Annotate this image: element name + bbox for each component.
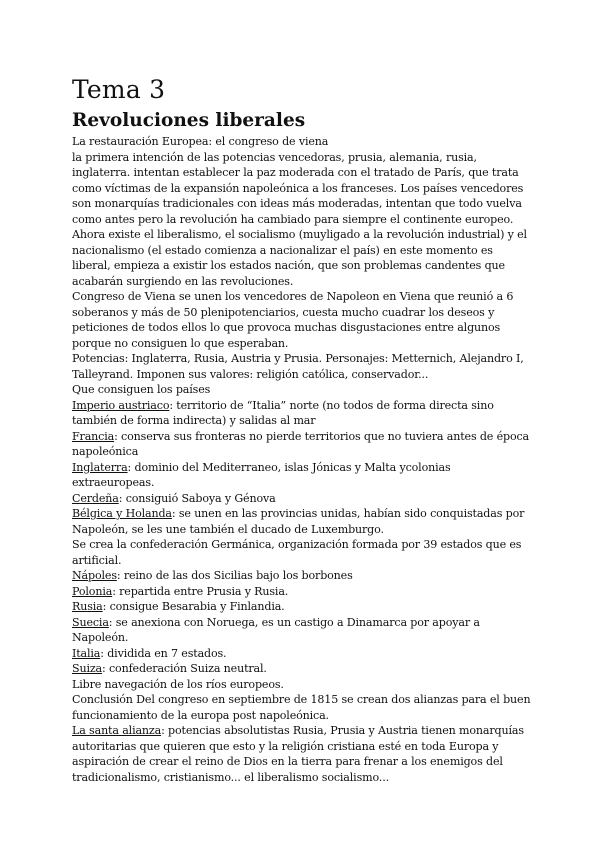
country-text: : confederación Suiza neutral. — [102, 662, 267, 675]
country-item — [72, 599, 534, 615]
country-name: Francia — [72, 429, 115, 443]
country-item — [72, 491, 534, 507]
country-item — [72, 429, 534, 460]
country-text: : conserva sus fronteras no pierde territorios que no tuviera antes de época napoleónica — [72, 429, 530, 458]
paragraph-potencias: Potencias: Inglaterra, Rusia, Austria y Prusia. Personajes: Metternich, Alejandro I, Talleyrand. Imponen sus valores: religión católica, conservador... — [72, 352, 524, 381]
country-name: Suecia — [72, 615, 109, 629]
country-name: Suiza — [72, 662, 103, 675]
country-item — [72, 568, 534, 584]
country-text: : consiguió Saboya y Génova — [118, 491, 276, 505]
country-item — [72, 646, 534, 662]
document-body — [72, 134, 534, 785]
alliance-text: : potencias absolutistas Rusia, Prusia y Austria tienen monarquías autoritarias que quieren que esto y la religión cristiana esté en toda Europa y aspiración de crear el reino de Dios en la tierra para frenar a los enemigos del tradicionalismo, cristianismo... el liberalismo socialismo... — [72, 724, 524, 784]
paragraph-navegacion: Libre navegación de los ríos europeos. — [72, 677, 284, 691]
country-text: : consigue Besarabia y Finlandia. — [102, 600, 285, 613]
country-name: Bélgica y Holanda — [72, 507, 172, 520]
country-item — [72, 661, 534, 677]
country-text: : dividida en 7 estados. — [100, 646, 227, 660]
paragraph-congreso: Congreso de Viena se unen los vencedores de Napoleon en Viena que reunió a 6 soberanos y más de 50 plenipotenciarios, cuesta mucho cuadrar los deseos y peticiones de todos ellos lo que provoca muchas disgustaciones entre algunos porque no consiguen lo que esperaban. — [72, 290, 514, 350]
country-text: : territorio de “Italia” norte (no todos de forma directa sino también de forma indirecta) y salidas al mar — [72, 398, 494, 427]
paragraph-intencion: la primera intención de las potencias vencedoras, prusia, alemania, rusia, inglaterra. intentan establecer la paz moderada con el tratado de París, que trata como víctimas de la expansión napoleónica a los franceses. Los países vencedores son monarquías tradicionales con ideas más moderadas, intentan que todo vuelva como antes pero la revolución ha cambiado para siempre el continente europeo. Ahora existe el liberalismo, el socialismo (muyligado a la revolución industrial) y el nacionalismo (el estado comienza a nacionalizar el país) en este momento es liberal, empieza a existir los estados nación, que son problemas candentes que acabarán surgiendo en las revoluciones. — [72, 150, 527, 288]
country-text: : dominio del Mediterraneo, islas Jónicas y Malta ycolonias extraeuropeas. — [72, 460, 451, 489]
country-text: : repartida entre Prusia y Rusia. — [112, 584, 289, 598]
country-item — [72, 460, 534, 491]
country-item — [72, 506, 534, 537]
paragraph-confederacion: Se crea la confederación Germánica, organización formada por 39 estados que es artificial. — [72, 538, 522, 567]
country-name: Italia — [72, 646, 101, 660]
page-title: Tema 3 — [72, 75, 166, 104]
country-text: : se anexiona con Noruega, es un castigo a Dinamarca por apoyar a Napoleón. — [72, 615, 480, 644]
country-name: Inglaterra — [72, 460, 128, 474]
country-name: Polonia — [72, 584, 113, 598]
alliance-name: La santa alianza — [72, 724, 162, 737]
country-item — [72, 584, 534, 600]
paragraph-que-consiguen: Que consiguen los países — [72, 383, 211, 396]
paragraph-restauracion: La restauración Europea: el congreso de viena — [72, 135, 329, 148]
country-text: : reino de las dos Sicilias bajo los borbones — [116, 569, 353, 582]
country-name: Imperio austriaco — [72, 398, 170, 412]
paragraph-conclusion: Conclusión Del congreso en septiembre de 1815 se crean dos alianzas para el buen funcionamiento de la europa post napoleónica. — [72, 693, 531, 722]
country-name: Rusia — [72, 600, 103, 613]
country-text: : se unen en las provincias unidas, habían sido conquistadas por Napoleón, se les une también el ducado de Luxemburgo. — [72, 507, 525, 536]
country-item — [72, 398, 534, 429]
country-item — [72, 615, 534, 646]
alliance-item — [72, 723, 534, 785]
document-content — [72, 76, 534, 785]
country-name: Nápoles — [72, 569, 117, 582]
section-title: Revoluciones liberales — [72, 110, 306, 131]
country-name: Cerdeña — [72, 491, 119, 505]
